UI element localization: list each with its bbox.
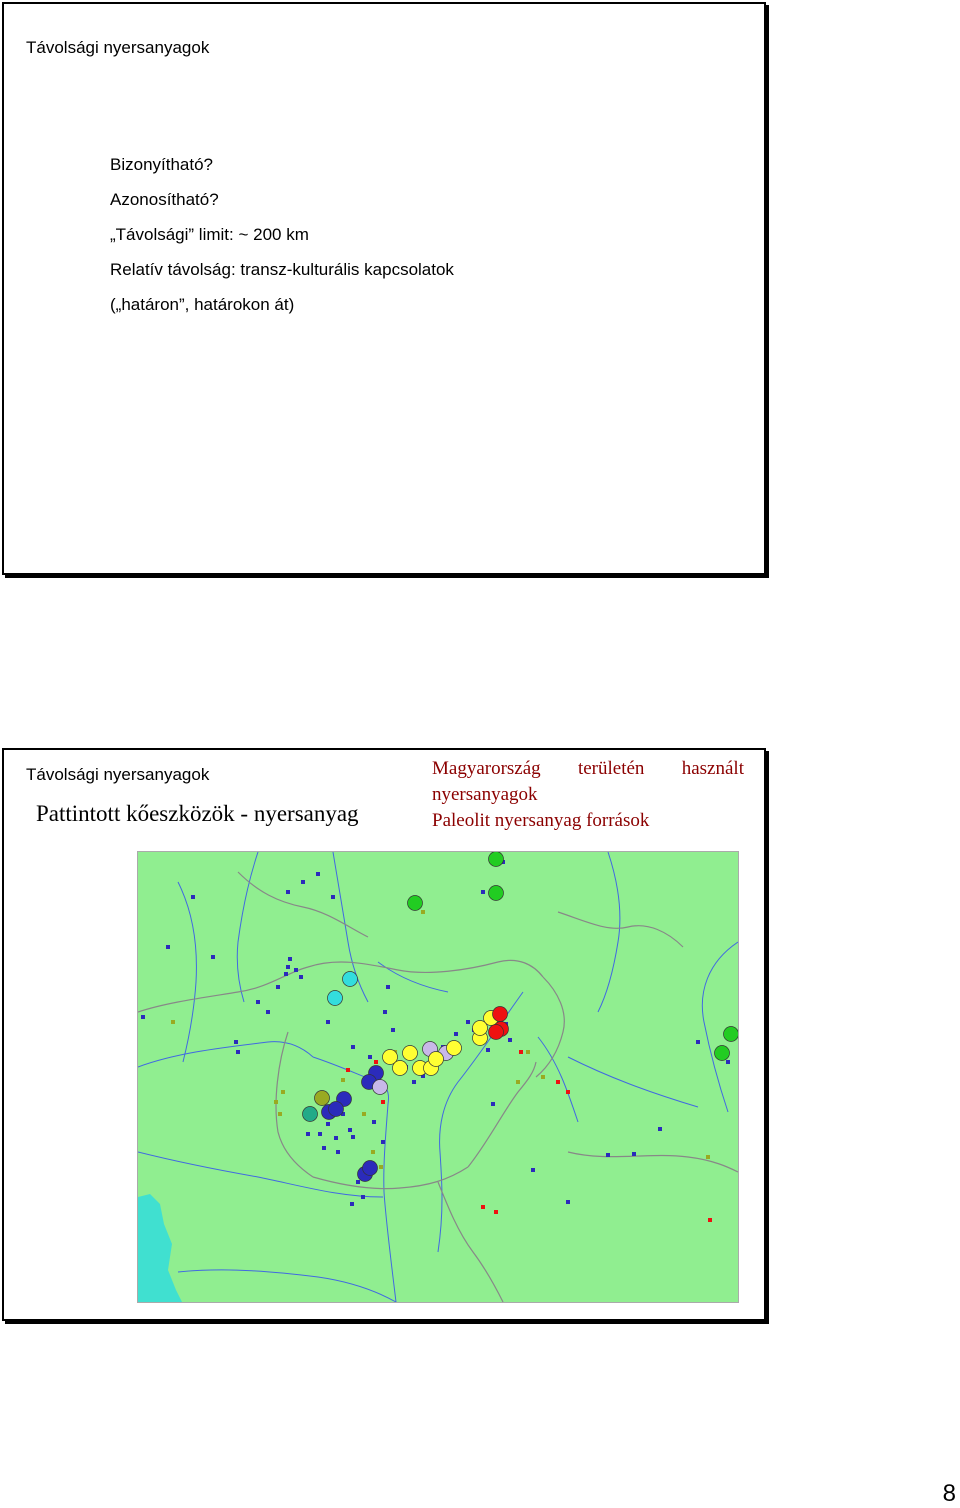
site-marker bbox=[351, 1045, 355, 1049]
site-marker bbox=[351, 1135, 355, 1139]
site-marker bbox=[331, 895, 335, 899]
site-marker bbox=[276, 985, 280, 989]
site-marker bbox=[706, 1155, 710, 1159]
bullet-item: Relatív távolság: transz-kulturális kapcsolatok bbox=[110, 260, 454, 279]
bullet-list bbox=[110, 147, 454, 322]
slide-1 bbox=[2, 2, 766, 575]
map-title-line-2: nyersanyagok bbox=[432, 784, 538, 805]
source-marker bbox=[373, 1080, 388, 1095]
site-marker bbox=[341, 1078, 345, 1082]
site-marker bbox=[171, 1020, 175, 1024]
site-marker bbox=[516, 1080, 520, 1084]
source-marker bbox=[447, 1041, 462, 1056]
site-marker bbox=[412, 1080, 416, 1084]
site-marker bbox=[381, 1140, 385, 1144]
site-marker bbox=[556, 1080, 560, 1084]
site-marker bbox=[318, 1132, 322, 1136]
site-marker bbox=[481, 890, 485, 894]
source-marker bbox=[329, 1102, 344, 1117]
site-marker bbox=[299, 975, 303, 979]
site-marker bbox=[281, 1090, 285, 1094]
site-marker bbox=[494, 1210, 498, 1214]
bullet-item: „Távolsági” limit: ~ 200 km bbox=[110, 225, 309, 244]
source-marker bbox=[724, 1027, 739, 1042]
source-marker bbox=[343, 972, 358, 987]
site-marker bbox=[391, 1028, 395, 1032]
source-marker bbox=[328, 991, 343, 1006]
source-marker bbox=[315, 1091, 330, 1106]
site-marker bbox=[371, 1150, 375, 1154]
site-marker bbox=[491, 1102, 495, 1106]
bullet-item: („határon”, határokon át) bbox=[110, 295, 295, 314]
site-marker bbox=[508, 1038, 512, 1042]
source-marker bbox=[489, 886, 504, 901]
site-marker bbox=[274, 1100, 278, 1104]
site-marker bbox=[346, 1068, 350, 1072]
site-marker bbox=[383, 1010, 387, 1014]
site-marker bbox=[372, 1120, 376, 1124]
raw-material-map bbox=[137, 851, 739, 1303]
page-number: 8 bbox=[942, 1480, 956, 1507]
source-marker bbox=[303, 1107, 318, 1122]
site-marker bbox=[486, 1048, 490, 1052]
map-canvas bbox=[138, 852, 738, 1302]
site-marker bbox=[211, 955, 215, 959]
site-marker bbox=[234, 1040, 238, 1044]
site-marker bbox=[361, 1195, 365, 1199]
site-marker bbox=[466, 1020, 470, 1024]
site-marker bbox=[566, 1090, 570, 1094]
site-marker bbox=[381, 1100, 385, 1104]
source-marker bbox=[408, 896, 423, 911]
site-marker bbox=[191, 895, 195, 899]
map-title-word: Magyarország bbox=[432, 758, 541, 779]
site-marker bbox=[519, 1050, 523, 1054]
site-marker bbox=[526, 1050, 530, 1054]
site-marker bbox=[294, 968, 298, 972]
site-marker bbox=[531, 1168, 535, 1172]
source-marker bbox=[489, 852, 504, 867]
site-marker bbox=[421, 910, 425, 914]
source-marker bbox=[403, 1046, 418, 1061]
site-marker bbox=[316, 872, 320, 876]
site-marker bbox=[288, 957, 292, 961]
land-area bbox=[138, 852, 738, 1302]
site-marker bbox=[481, 1205, 485, 1209]
map-title bbox=[432, 756, 744, 834]
site-marker bbox=[326, 1122, 330, 1126]
slide-caption: Pattintott kőeszközök - nyersanyag bbox=[36, 801, 359, 826]
site-marker bbox=[141, 1015, 145, 1019]
site-marker bbox=[334, 1136, 338, 1140]
site-marker bbox=[566, 1200, 570, 1204]
site-marker bbox=[286, 965, 290, 969]
source-marker bbox=[473, 1021, 488, 1036]
site-marker bbox=[726, 1060, 730, 1064]
map-title-word: területén bbox=[577, 758, 645, 779]
site-marker bbox=[266, 1010, 270, 1014]
site-marker bbox=[166, 945, 170, 949]
site-marker bbox=[606, 1153, 610, 1157]
site-marker bbox=[326, 1020, 330, 1024]
bullet-item: Azonosítható? bbox=[110, 190, 219, 209]
site-marker bbox=[256, 1000, 260, 1004]
map-title-word: használt bbox=[681, 758, 744, 779]
site-marker bbox=[362, 1112, 366, 1116]
site-marker bbox=[658, 1127, 662, 1131]
slide-2 bbox=[2, 748, 766, 1321]
site-marker bbox=[284, 972, 288, 976]
source-marker bbox=[363, 1161, 378, 1176]
slide-title: Távolsági nyersanyagok bbox=[26, 38, 210, 57]
site-marker bbox=[336, 1150, 340, 1154]
site-marker bbox=[386, 985, 390, 989]
site-marker bbox=[322, 1146, 326, 1150]
site-marker bbox=[368, 1055, 372, 1059]
site-marker bbox=[350, 1202, 354, 1206]
site-marker bbox=[696, 1040, 700, 1044]
site-marker bbox=[632, 1152, 636, 1156]
bullet-item: Bizonyítható? bbox=[110, 155, 214, 174]
site-marker bbox=[454, 1032, 458, 1036]
site-marker bbox=[374, 1060, 378, 1064]
source-marker bbox=[429, 1052, 444, 1067]
source-marker bbox=[393, 1061, 408, 1076]
site-marker bbox=[379, 1165, 383, 1169]
site-marker bbox=[301, 880, 305, 884]
source-marker bbox=[493, 1007, 508, 1022]
site-marker bbox=[541, 1075, 545, 1079]
map-title-line-1 bbox=[432, 756, 744, 782]
source-marker bbox=[489, 1025, 504, 1040]
site-marker bbox=[236, 1050, 240, 1054]
site-marker bbox=[356, 1180, 360, 1184]
site-marker bbox=[278, 1112, 282, 1116]
site-marker bbox=[348, 1128, 352, 1132]
site-marker bbox=[306, 1132, 310, 1136]
slide-title: Távolsági nyersanyagok bbox=[26, 765, 210, 784]
site-marker bbox=[708, 1218, 712, 1222]
site-marker bbox=[286, 890, 290, 894]
source-marker bbox=[715, 1046, 730, 1061]
map-title-line-3: Paleolit nyersanyag források bbox=[432, 810, 650, 831]
